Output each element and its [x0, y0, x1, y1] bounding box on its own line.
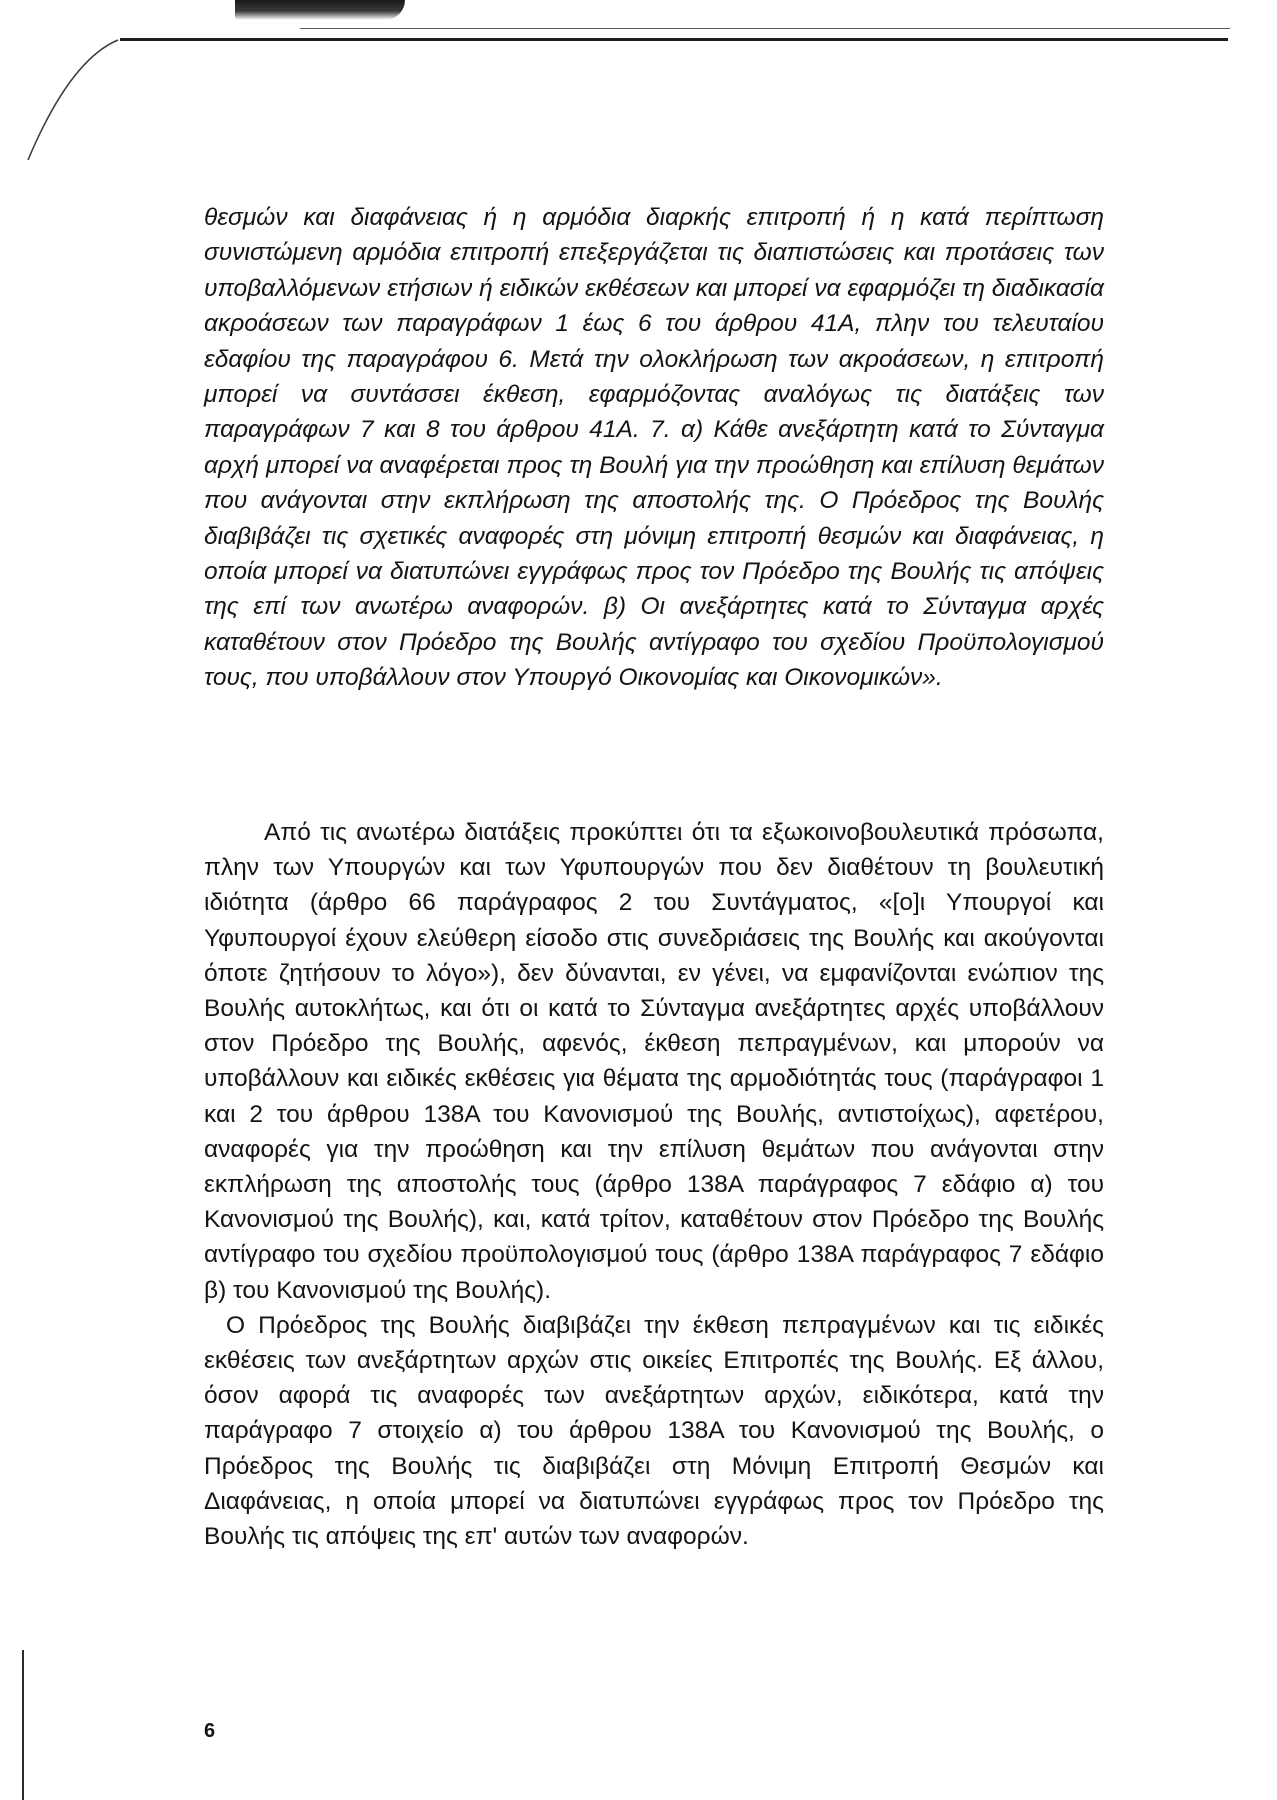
scan-page-edge-bottom	[22, 1650, 24, 1800]
quoted-regulation-text: θεσμών και διαφάνειας ή η αρμόδια διαρκής επιτροπή ή η κατά περίπτωση συνιστώμενη αρμόδια επιτροπή επεξεργάζεται τις διαπιστώσεις και προτάσεις των υποβαλλόμενων ετήσιων ή ειδικών εκθέσεων και μπορεί να εφαρμόζει τη διαδικασία ακροάσεων των παραγράφων 1 έως 6 του άρθρου 41Α, πλην του τελευταίου εδαφίου της παραγράφου 6. Μετά την ολοκλήρωση των ακροάσεων, η επιτροπή μπορεί να συντάσσει έκθεση, εφαρμόζοντας αναλόγως τις διατάξεις των παραγράφων 7 και 8 του άρθρου 41Α. 7. α) Κάθε ανεξάρτητη κατά το Σύνταγμα αρχή μπορεί να αναφέρεται προς τη Βουλή για την προώθηση και επίλυση θεμάτων που ανάγονται στην εκπλήρωση της αποστολής της. Ο Πρόεδρος της Βουλής διαβιβάζει τις σχετικές αναφορές στη μόνιμη επιτροπή θεσμών και διαφάνειας, η οποία μπορεί να διατυπώνει εγγράφως προς τον Πρόεδρο της Βουλής τις απόψεις της επί των ανωτέρω αναφορών. β) Οι ανεξάρτητες κατά το Σύνταγμα αρχές καταθέτουν στον Πρόεδρο της Βουλής αντίγραφο του σχεδίου Προϋπολογισμού τους, που υποβάλλουν στον Υπουργό Οικονομίας και Οικονομικών».	[204, 204, 1104, 692]
scan-edge-line	[300, 28, 1230, 29]
document-body	[204, 815, 1104, 1554]
page-number: 6	[204, 1720, 216, 1742]
scan-artifact-top	[235, 0, 405, 20]
header-rule	[120, 38, 1228, 41]
body-paragraph-1: Από τις ανωτέρω διατάξεις προκύπτει ότι τα εξωκοινοβουλευτικά πρόσωπα, πλην των Υπουργών και των Υφυπουργών που δεν διαθέτουν τη βουλευτική ιδιότητα (άρθρο 66 παράγραφος 2 του Συντάγματος, «[ο]ι Υπουργοί και Υφυπουργοί έχουν ελεύθερη είσοδο στις συνεδριάσεις της Βουλής και ακούγονται όποτε ζητήσουν το λόγο»), δεν δύνανται, εν γένει, να εμφανίζονται ενώπιον της Βουλής αυτοκλήτως, και ότι οι κατά το Σύνταγμα ανεξάρτητες αρχές υποβάλλουν στον Πρόεδρο της Βουλής, αφενός, έκθεση πεπραγμένων, και μπορούν να υποβάλλουν και ειδικές εκθέσεις για θέματα της αρμοδιότητάς τους (παράγραφοι 1 και 2 του άρθρου 138Α του Κανονισμού της Βουλής, αντιστοίχως), αφετέρου, αναφορές για την προώθηση και την επίλυση θεμάτων που ανάγονται στην εκπλήρωση της αποστολής τους (άρθρο 138Α παράγραφος 7 εδάφιο α) του Κανονισμού της Βουλής), και, κατά τρίτον, καταθέτουν στον Πρόεδρο της Βουλής αντίγραφο του σχεδίου προϋπολογισμού τους (άρθρο 138Α παράγραφος 7 εδάφιο β) του Κανονισμού της Βουλής).	[204, 819, 1104, 1304]
scan-page-edge	[0, 0, 140, 1800]
body-paragraph-2: Ο Πρόεδρος της Βουλής διαβιβάζει την έκθεση πεπραγμένων και τις ειδικές εκθέσεις των ανεξάρτητων αρχών στις οικείες Επιτροπές της Βουλής. Εξ άλλου, όσον αφορά τις αναφορές των ανεξάρτητων αρχών, ειδικότερα, κατά την παράγραφο 7 στοιχείο α) του άρθρου 138Α του Κανονισμού της Βουλής, ο Πρόεδρος της Βουλής τις διαβιβάζει στη Μόνιμη Επιτροπή Θεσμών και Διαφάνειας, η οποία μπορεί να διατυπώνει εγγράφως προς τον Πρόεδρο της Βουλής τις απόψεις της επ' αυτών των αναφορών.	[204, 1311, 1104, 1551]
